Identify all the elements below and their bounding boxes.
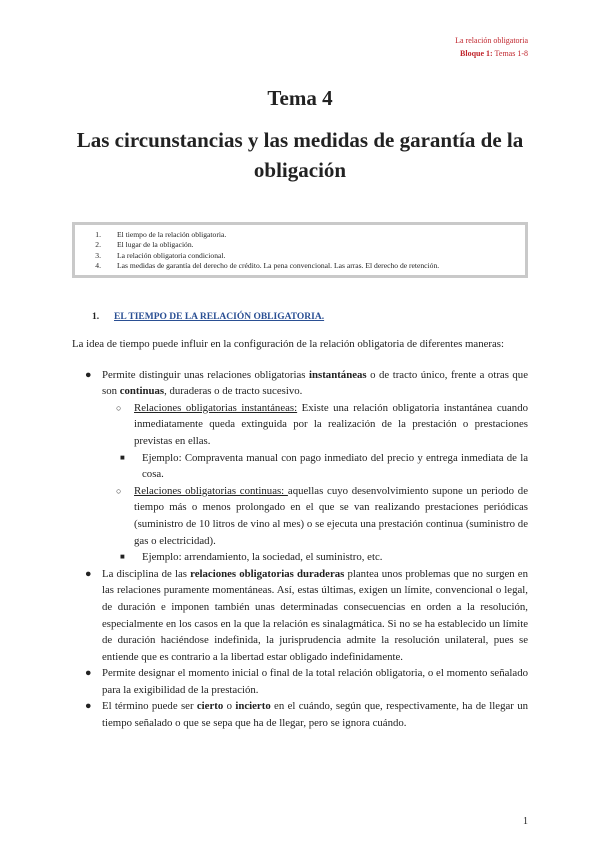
toc-item	[75, 261, 525, 271]
square-bullet-icon: ■	[120, 452, 125, 462]
sub-list	[102, 400, 528, 566]
underlined-text: Relaciones obligatorias instantáneas:	[134, 401, 298, 414]
toc-number: 4.	[95, 261, 101, 271]
toc-text: La relación obligatoria condicional.	[117, 250, 226, 260]
bold-text: relaciones obligatorias duraderas	[190, 567, 345, 580]
sub-sub-list	[120, 549, 528, 566]
page-number: 1	[523, 816, 528, 827]
bullet-icon: ●	[85, 700, 92, 713]
bold-text: cierto	[196, 700, 224, 713]
table-of-contents	[72, 222, 528, 278]
text: aquellas cuyo desenvolvimiento supone un periodo de tiempo más o menos prolongado en el que se van realizando prestaciones periódicas (suministro de 10 litros de vino al mes) o se ejecuta una prestación continua (suministro de gas o electricidad).	[134, 484, 528, 547]
toc-item	[75, 230, 525, 240]
text: , duraderas o de tracto sucesivo.	[164, 385, 303, 398]
toc-text: El lugar de la obligación.	[117, 240, 194, 250]
list-item	[72, 450, 528, 483]
list-item	[72, 400, 528, 483]
text: o de tracto único, frente a otras que son	[102, 368, 528, 398]
tema-heading: Tema 4	[267, 86, 333, 110]
document-body	[72, 336, 528, 732]
circle-bullet-icon: ○	[116, 402, 122, 413]
toc-number: 2.	[95, 240, 101, 250]
toc-text: Las medidas de garantía del derecho de crédito. La pena convencional. Las arras. El derecho de retención.	[117, 261, 440, 271]
toc-number: 3.	[95, 250, 101, 260]
section-heading	[92, 312, 324, 322]
section-number: 1.	[92, 312, 100, 322]
example-text: Ejemplo: Compraventa manual con pago inmediato del precio y entrega inmediata de la cosa.	[142, 451, 528, 481]
list-item	[72, 549, 528, 566]
text: Existe una relación obligatoria instantánea cuando inmediatamente queda extinguida por la realización de la prestación o prestaciones previstas en ellas.	[134, 401, 528, 447]
square-bullet-icon: ■	[120, 552, 125, 562]
header-bloque	[455, 47, 528, 60]
running-header	[455, 34, 528, 60]
circle-bullet-icon: ○	[116, 485, 122, 496]
bold-text: incierto	[235, 700, 271, 713]
toc-item	[75, 240, 525, 250]
bloque-label: Bloque 1:	[460, 49, 493, 58]
text: Permite distinguir unas relaciones obligatorias	[102, 368, 309, 381]
list-item	[72, 367, 528, 566]
underlined-text: Relaciones obligatorias continuas:	[134, 484, 288, 497]
text: El término puede ser	[102, 700, 197, 713]
bullet-icon: ●	[85, 567, 92, 580]
example-text: Ejemplo: arrendamiento, la sociedad, el suministro, etc.	[142, 551, 383, 564]
sub-sub-list	[120, 450, 528, 483]
header-title: La relación obligatoria	[455, 36, 528, 45]
bloque-rest: Temas 1-8	[492, 49, 528, 58]
list-item	[72, 698, 528, 731]
section-title: EL TIEMPO DE LA RELACIÓN OBLIGATORIA.	[114, 312, 325, 322]
text: o	[223, 700, 236, 713]
bold-text: instantáneas	[309, 368, 367, 381]
text: La disciplina de las	[102, 567, 191, 580]
page-title: Las circunstancias y las medidas de garantía de la obligación	[76, 128, 524, 182]
text: Permite designar el momento inicial o final de la total relación obligatoria, o el momento señalado para la exigibilidad de la prestación.	[102, 667, 528, 696]
toc-text: El tiempo de la relación obligatoria.	[117, 230, 227, 239]
bold-text: continuas	[119, 385, 165, 398]
bullet-icon: ●	[85, 667, 92, 680]
text: plantea unos problemas que no surgen en las relaciones puramente momentáneas. Así, estas últimas, exigen un límite, convencional o legal, de duración e imponen también unas determinadas consecuencias en orden a la resolución, especialmente en los casos en la que la relación es sinalagmática. Si no se ha establecido un límite de duración haciéndose indefinida, la jurisprudencia admite la resolución unilateral, pues se entiende que es contrario a la libertad estar obligado indefinidamente.	[102, 567, 529, 663]
list-item	[72, 483, 528, 566]
bullet-icon: ●	[85, 368, 92, 381]
list-item	[72, 566, 528, 666]
toc-item	[75, 251, 525, 261]
bullet-list	[72, 367, 528, 732]
intro-paragraph: La idea de tiempo puede influir en la configuración de la relación obligatoria de diferentes maneras:	[72, 338, 504, 350]
toc-number: 1.	[95, 230, 101, 239]
text: en el cuándo, según que, respectivamente, ha de llegar un tiempo señalado o que se sepa que ha de llegar, pero se ignora cuándo.	[102, 700, 529, 730]
list-item	[72, 665, 528, 698]
